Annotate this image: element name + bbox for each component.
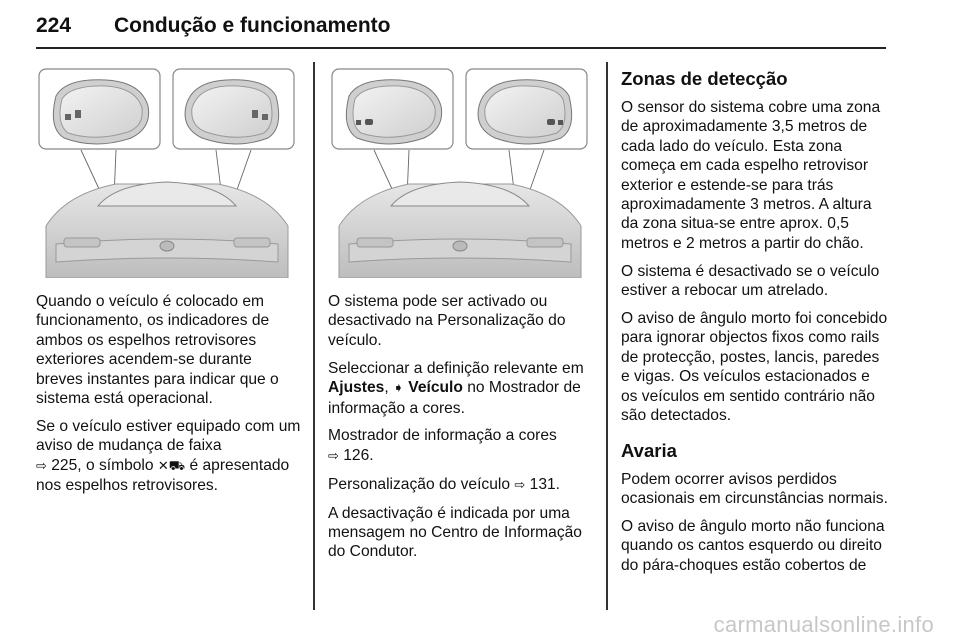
paragraph: Podem ocorrer avisos perdidos ocasionais em circunstâncias normais. bbox=[621, 470, 888, 507]
menu-arrow-icon: ➧ bbox=[393, 381, 404, 397]
page-number: 224 bbox=[36, 14, 72, 37]
arrow-reference-icon: ⇨ bbox=[514, 477, 526, 493]
page-header bbox=[36, 14, 886, 46]
page-reference: 126 bbox=[343, 446, 370, 464]
paragraph: Quando o veículo é colocado em funcionamento, os indicadores de ambos os espelhos retrovisores exteriores acendem-se durante breves instantes para indicar que o sistema está operacional. bbox=[36, 293, 279, 408]
text: , o símbolo bbox=[77, 456, 154, 474]
page-reference: 225 bbox=[51, 456, 78, 474]
text: Mostrador de informação a cores bbox=[328, 427, 557, 445]
column-2 bbox=[328, 292, 594, 570]
section-heading: Zonas de detecção bbox=[621, 68, 788, 89]
text: Personalização do veículo bbox=[328, 475, 511, 493]
paragraph: Personalização do veículo ⇨ 131. bbox=[328, 475, 561, 493]
paragraph: Mostrador de informação a cores ⇨ 126. bbox=[328, 427, 557, 464]
figure-mirrors-warning bbox=[329, 66, 591, 278]
page-title: Condução e funcionamento bbox=[114, 14, 391, 37]
arrow-reference-icon: ⇨ bbox=[36, 458, 47, 474]
column-1 bbox=[36, 292, 302, 504]
menu-item-veiculo: Veículo bbox=[408, 379, 463, 397]
watermark: carmanualsonline.info bbox=[713, 612, 934, 637]
paragraph: O sensor do sistema cobre uma zona de aproximadamente 3,5 metros de cada lado do veículo. Esta zona começa em cada espelho retrovisor exterior e estende-se para trás aproximadamente 3 metros. A altura da zona situa-se entre aprox. 0,5 metros e 2 metros a partir do chão. bbox=[621, 99, 881, 252]
paragraph: O aviso de ângulo morto não funciona quando os cantos esquerdo ou direito do pára-choques estão cobertos de bbox=[621, 517, 885, 574]
text: Se o veículo estiver equipado com um aviso de mudança de faixa bbox=[36, 417, 301, 455]
paragraph bbox=[36, 417, 302, 496]
paragraph bbox=[328, 359, 594, 418]
lane-change-warning-icon: ✕⛟ bbox=[157, 458, 186, 474]
text: no Mostrador de informação a cores. bbox=[328, 379, 581, 417]
paragraph: O aviso de ângulo morto foi concebido para ignorar objectos fixos como rails de protecção, postes, lancis, paredes e vigas. Os veículos estacionados e os veículos em sentido contrário não são detectados. bbox=[621, 310, 888, 425]
figure-mirrors-indicators bbox=[36, 66, 298, 278]
menu-item-ajustes: Ajustes bbox=[328, 379, 385, 397]
text: é apresentado nos espelhos retrovisores. bbox=[36, 456, 290, 495]
column-3 bbox=[621, 68, 889, 584]
paragraph: O sistema pode ser activado ou desactivado na Personalização do veículo. bbox=[328, 293, 566, 349]
column-divider-2 bbox=[606, 62, 608, 610]
page-reference: 131 bbox=[529, 475, 556, 493]
arrow-reference-icon: ⇨ bbox=[328, 448, 339, 464]
text: , bbox=[384, 379, 389, 397]
header-rule bbox=[36, 47, 886, 49]
column-divider-1 bbox=[313, 62, 315, 610]
paragraph: A desactivação é indicada por uma mensagem no Centro de Informação do Condutor. bbox=[328, 504, 582, 561]
text: Seleccionar a definição relevante em bbox=[328, 359, 584, 377]
section-heading: Avaria bbox=[621, 439, 677, 461]
paragraph: O sistema é desactivado se o veículo estiver a rebocar um atrelado. bbox=[621, 262, 880, 300]
